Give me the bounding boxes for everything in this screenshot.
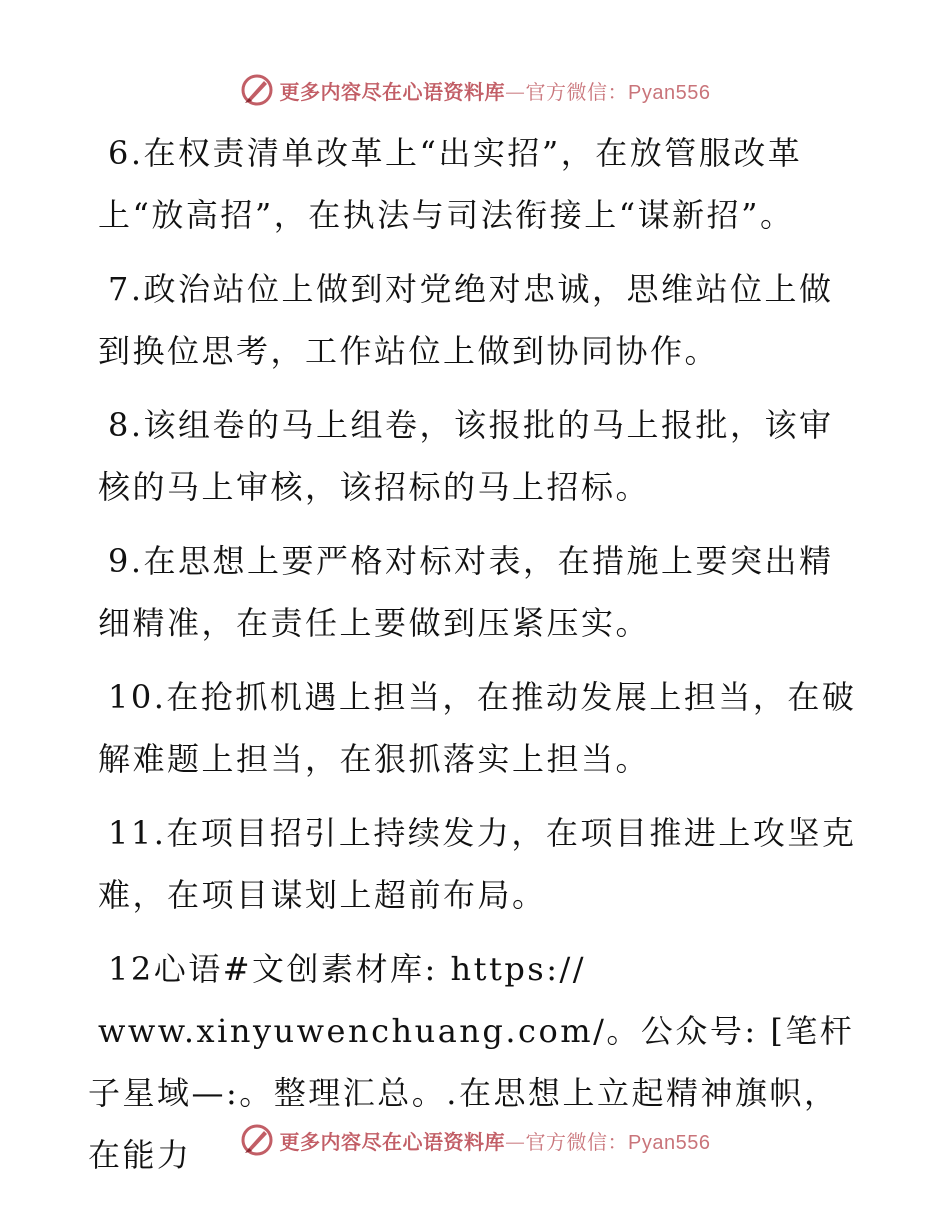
paragraph-7 xyxy=(98,258,858,382)
paragraph-text: 在权责清单改革上“出实招”，在放管服改革上“放高招”，在执法与司法衔接上“谋新招”。 xyxy=(98,134,803,234)
paragraph-continuation: www.xinyuwenchuang.com/。公众号: [笔杆子星域—:。整理汇总。.在思想上立起精神旗帜，在能力 xyxy=(88,1012,855,1174)
paragraph-number: 10. xyxy=(108,678,167,716)
watermark-wechat-label: 官方微信： xyxy=(525,79,629,104)
watermark-wechat-id: Pyan556 xyxy=(628,1131,711,1154)
paragraph-text: 在项目招引上持续发力，在项目推进上攻坚克难，在项目谋划上超前布局。 xyxy=(98,814,857,914)
header-watermark xyxy=(0,70,950,110)
watermark-brand: 更多内容尽在心语资料库 xyxy=(279,1129,506,1154)
paragraph-text: 心语#文创素材库: https:// xyxy=(153,950,587,988)
watermark-wechat-label: 官方微信： xyxy=(525,1129,629,1154)
watermark-text xyxy=(280,1126,711,1155)
paragraph-text: 该组卷的马上组卷，该报批的马上报批，该审核的马上审核，该招标的马上招标。 xyxy=(98,406,834,506)
paragraph-text: 在思想上要严格对标对表，在措施上要突出精细精准，在责任上要做到压紧压实。 xyxy=(98,542,834,642)
paragraph-number: 8. xyxy=(108,406,144,444)
watermark-separator: — xyxy=(505,1129,526,1154)
paragraph-text: 在抢抓机遇上担当，在推动发展上担当，在破解难题上担当，在狠抓落实上担当。 xyxy=(98,678,857,778)
paragraph-number: 12 xyxy=(108,950,154,988)
paragraph-10 xyxy=(98,666,858,790)
paragraph-number: 11. xyxy=(108,814,167,852)
document-body xyxy=(88,122,858,1198)
footer-watermark xyxy=(0,1120,950,1160)
watermark-wechat-id: Pyan556 xyxy=(628,81,711,104)
quill-pen-logo-icon xyxy=(240,73,274,107)
paragraph-number: 9. xyxy=(108,542,144,580)
watermark-separator: — xyxy=(505,79,526,104)
paragraph-number: 6. xyxy=(108,134,144,172)
paragraph-6 xyxy=(98,122,858,246)
paragraph-text: 政治站位上做到对党绝对忠诚，思维站位上做到换位思考，工作站位上做到协同协作。 xyxy=(98,270,834,370)
quill-pen-logo-icon xyxy=(240,1123,274,1157)
watermark-text xyxy=(280,76,711,105)
paragraph-number: 7. xyxy=(108,270,144,308)
paragraph-11 xyxy=(98,802,858,926)
paragraph-8 xyxy=(98,394,858,518)
paragraph-9 xyxy=(98,530,858,654)
watermark-brand: 更多内容尽在心语资料库 xyxy=(279,79,506,104)
